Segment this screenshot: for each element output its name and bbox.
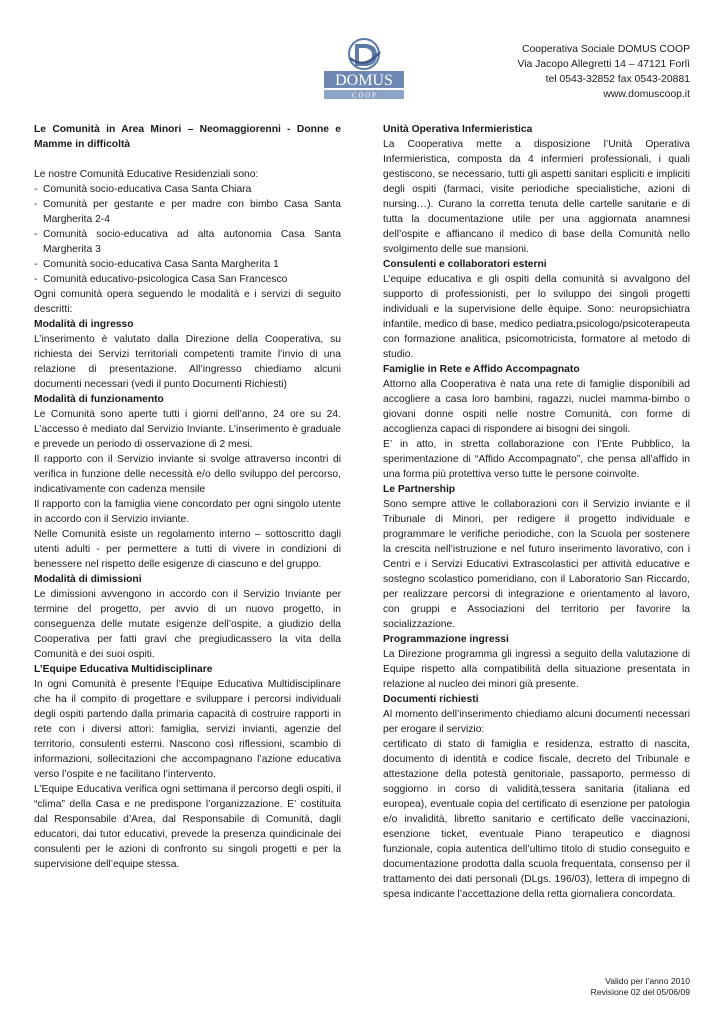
section-heading: Unità Operativa Infermieristica [383,124,533,135]
paragraph: Ogni comunità opera seguendo le modalità e i servizi di seguito descritti: [34,289,341,315]
company-website[interactable]: www.domuscoop.it [603,89,690,100]
paragraph: La Cooperativa mette a disposizione l’Unità Operativa Infermieristica, composta da 4 infermieri professionali, i quali gestiscono, se necessario, tutti gli aspetti sanitari espliciti e impliciti degli ospiti (farmaci, visite periodiche specialistiche, azioni di nursing…). Curano la corretta tenuta delle cartelle sanitarie e di tutta la documentazione utile per una aggiornata anamnesi dell’ospite e affiancano il medico di base della Comunità nello svolgimento delle sue mansioni. [383,139,690,255]
paragraph: Il rapporto con il Servizio inviante si svolge attraverso incontri di verifica in funzione delle necessità e/o dello sviluppo del percorso, indicativamente con cadenza mensile [34,454,341,495]
document-title: Le Comunità in Area Minori – Neomaggiorenni - Donne e Mamme in difficoltà [34,124,341,150]
company-info [517,42,690,102]
left-column [34,122,341,872]
paragraph: Attorno alla Cooperativa è nata una rete di famiglie disponibili ad accogliere a casa loro bambini, ragazzi, nuclei mamma-bimbo o giovani donne ospiti nelle nostre Comunità, con forme di accoglienza capaci di rispondere ai bisogni dei singoli. [383,379,690,435]
logo-name: DOMUS [335,72,393,89]
paragraph: Il rapporto con la famiglia viene concordato per ogni singolo utente in accordo con il Servizio inviante. [34,499,341,525]
domus-logo-icon [322,36,406,104]
section-heading: Modalità di dimissioni [34,574,142,585]
section-heading: Documenti richiesti [383,694,479,705]
communities-list [34,182,341,287]
company-address: Via Jacopo Allegretti 14 – 47121 Forlì [517,59,690,70]
domus-logo [322,36,406,104]
company-name: Cooperativa Sociale DOMUS COOP [521,44,690,55]
list-item: - Comunità educativo-psicologica Casa San Francesco [34,272,341,287]
paragraph: Al momento dell’inserimento chiediamo alcuni documenti necessari per erogare il servizio: [383,709,690,735]
paragraph: E’ in atto, in stretta collaborazione con l’Ente Pubblico, la sperimentazione di “Affido Accompagnato”, che pensa all’affido in una forma più protettiva verso tutte le persone coinvolte. [383,439,690,480]
validity-note: Valido per l’anno 2010 [605,976,690,986]
section-heading: Modalità di ingresso [34,319,134,330]
section-heading: L’Equipe Educativa Multidisciplinare [34,664,213,675]
section-heading: Modalità di funzionamento [34,394,164,405]
list-item: - Comunità socio-educativa ad alta autonomia Casa Santa Margherita 3 [34,227,341,257]
section-heading: Consulenti e collaboratori esterni [383,259,547,270]
right-column [383,122,690,902]
revision-note: Revisione 02 del 05/06/09 [590,987,690,997]
logo-subtitle: C O O P [352,91,376,100]
section-heading: Le Partnership [383,484,456,495]
paragraph: L’Equipe Educativa verifica ogni settimana il percorso degli ospiti, il “clima” della Casa e ne predispone l’organizzazione. E’ costituita dal Responsabile d’Area, dal Responsabile di Comunità, dagli educatori, dai tutor educativi, prevede la presenza quindicinale dei consulenti per le azioni di confronto su singoli progetti e per la supervisione dell’equipe stessa. [34,784,341,870]
paragraph: La Direzione programma gli ingressi a seguito della valutazione di Equipe rispetto alla compatibilità della situazione presentata in relazione al nucleo dei minori già presente. [383,649,690,690]
paragraph: Nelle Comunità esiste un regolamento interno – sottoscritto dagli utenti adulti - per permettere a tutti di vivere in condizioni di benessere nel rispetto delle esigenze di ciascuno e del gruppo. [34,529,341,570]
list-item: - Comunità socio-educativa Casa Santa Chiara [34,182,341,197]
paragraph: Le dimissioni avvengono in accordo con il Servizio Inviante per termine del progetto, per avvio di un nuovo progetto, in conseguenza delle mutate esigenze dell’ospite, a giudizio della Cooperativa per fatti gravi che pregiudicassero la vita della Comunità e dei suoi ospiti. [34,589,341,660]
section-heading: Famiglie in Rete e Affido Accompagnato [383,364,580,375]
paragraph: certificato di stato di famiglia e residenza, estratto di nascita, documento di identità e codice fiscale, decreto del Tribunale e attestazione della potestà genitoriale, passaporto, permesso di soggiorno in corso di validità,tessera sanitaria (italiana ed europea), eventuale copia del certificato di esenzione per patologia e/o invalidità, libretto sanitario e certificato delle vaccinazioni, esenzione ticket, eventuale Piano terapeutico e diagnosi funzionale, copia autentica dell’ultimo titolo di studio conseguito e documentazione prodotta dalla scuola frequentata, consenso per il trattamento dei dati personali (DLgs. 196/03), lettera di impegno di spesa indicante l’accettazione della retta giornaliera concordata. [383,739,690,900]
list-item: - Comunità socio-educativa Casa Santa Margherita 1 [34,257,341,272]
paragraph: Le Comunità sono aperte tutti i giorni dell’anno, 24 ore su 24. L’accesso è mediato dal Servizio Inviante. L’inserimento è graduale e prevede un periodo di osservazione di 2 mesi. [34,409,341,450]
paragraph: Sono sempre attive le collaborazioni con il Servizio inviante e il Tribunale di Minori, per redigere il progetto individuale e programmare le verifiche periodiche, con la Scuola per sostenere la crescita nell’istruzione e nel futuro inserimento lavorativo, con i Centri e i Servizi Educativi Extrascolastici per attività educative e sostegno scolastico pomeridiano, con il Laboratorio San Riccardo, per realizzare percorsi di integrazione e orientamento al lavoro, con gruppi e Associazioni del territorio per favorire la socializzazione. [383,499,690,630]
communities-intro: Le nostre Comunità Educative Residenziali sono: [34,169,259,180]
paragraph: In ogni Comunità è presente l’Equipe Educativa Multidisciplinare che ha il compito di progettare e sviluppare i percorsi individuali degli ospiti partendo dalla primaria capacità di costruire rapporti in rete con i diversi attori: famiglia, servizi invianti, agenzie del territorio, consulenti esterni. Nascono così riflessioni, scambio di informazioni, sollecitazioni che accompagnano l’azione educativa verso l’ospite e ne facilitano l’intervento. [34,679,341,780]
footer [591,976,690,998]
section-heading: Programmazione ingressi [383,634,509,645]
paragraph: L’equipe educativa e gli ospiti della comunità si avvalgono del supporto di professionisti, per lo sviluppo dei singoli progetti individuali e la supervisione delle èquipe. Sono: neuropsichiatra infantile, medico di base, medico pediatra,psicologo/psicoterapeuta con formazione analitica, psicomotricista, formatore al metodo di studio. [383,274,690,360]
company-phone: tel 0543-32852 fax 0543-20881 [545,74,690,85]
paragraph: L’inserimento è valutato dalla Direzione della Cooperativa, su richiesta dei Servizi territoriali competenti tramite l’invio di una relazione di presentazione. All’ingresso chiediamo alcuni documenti necessari (vedi il punto Documenti Richiesti) [34,334,341,390]
list-item: - Comunità per gestante e per madre con bimbo Casa Santa Margherita 2-4 [34,197,341,227]
